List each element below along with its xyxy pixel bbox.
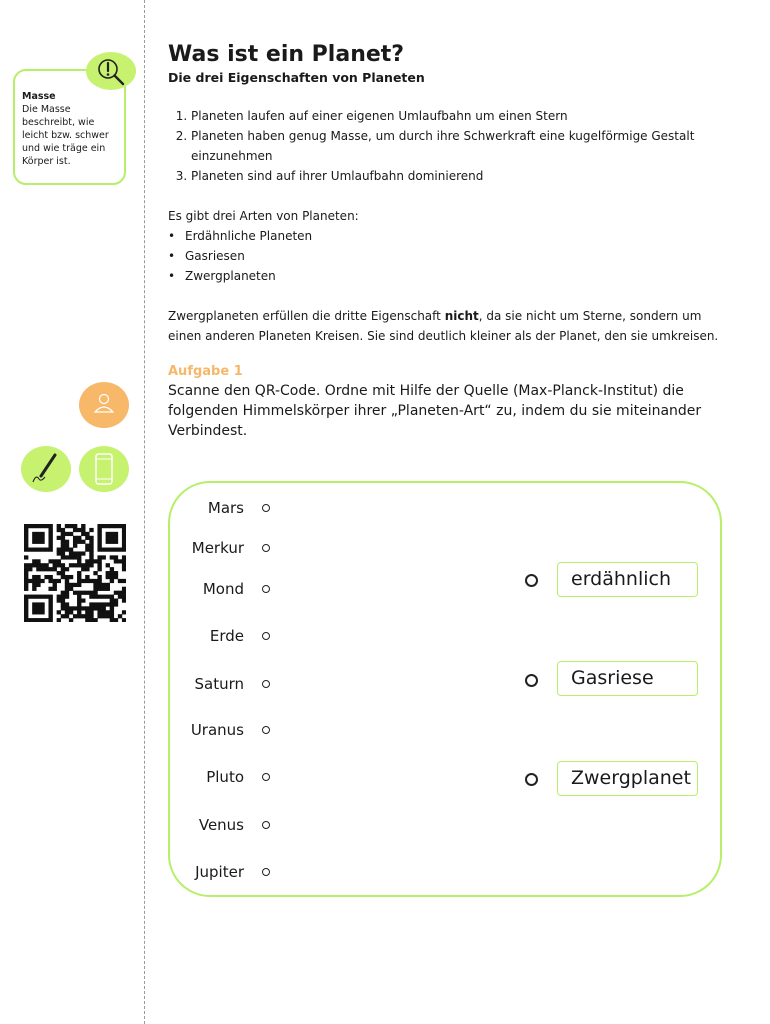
category-box-gasriese: Gasriese: [557, 661, 698, 696]
connect-dot-erdaehnlich[interactable]: [525, 574, 538, 587]
type-item: • Gasriesen: [185, 246, 728, 266]
type-item: • Zwergplaneten: [185, 266, 728, 286]
connect-dot-venus[interactable]: [262, 821, 270, 829]
body-label-jupiter: Jupiter: [195, 863, 244, 881]
dwarf-text-start: Zwergplaneten erfüllen die dritte Eigenschaft: [168, 309, 445, 323]
body-label-saturn: Saturn: [194, 675, 244, 693]
connect-dot-jupiter[interactable]: [262, 868, 270, 876]
body-label-pluto: Pluto: [206, 768, 244, 786]
connect-dot-zwergplanet[interactable]: [525, 773, 538, 786]
connect-dot-erde[interactable]: [262, 632, 270, 640]
glossary-term: Masse: [22, 91, 56, 102]
connect-dot-merkur[interactable]: [262, 544, 270, 552]
connect-dot-saturn[interactable]: [262, 680, 270, 688]
category-box-zwergplanet: Zwergplanet: [557, 761, 698, 796]
task-title: Aufgabe 1: [168, 364, 243, 379]
person-icon: [79, 382, 129, 428]
magnifier-exclamation-icon: [86, 52, 136, 90]
connect-dot-mars[interactable]: [262, 504, 270, 512]
body-label-venus: Venus: [198, 816, 244, 834]
body-label-mars: Mars: [207, 499, 244, 517]
qr-code[interactable]: [24, 524, 126, 622]
property-item: 2. Planeten haben genug Masse, um durch ihre Schwerkraft eine kugelförmige Gestalt einzunehmen: [191, 126, 728, 166]
connect-dot-gasriese[interactable]: [525, 674, 538, 687]
dwarf-text-emphasis: nicht: [444, 309, 479, 323]
dwarf-text-end: , da sie nicht um Sterne, sondern um einen anderen Planeten Kreisen. Sie sind deutlich kleiner als der Planet, den sie umkreisen.: [168, 309, 719, 343]
main-content: [168, 40, 728, 441]
page-title: Was ist ein Planet?: [168, 42, 405, 67]
glossary-definition: Die Masse beschreibt, wie leicht bzw. schwer und wie träge ein Körper ist.: [22, 104, 109, 167]
dwarf-planet-paragraph: [168, 306, 728, 346]
property-item: 1. Planeten laufen auf einer eigenen Umlaufbahn um einen Stern: [191, 106, 728, 126]
connect-dot-mond[interactable]: [262, 585, 270, 593]
page-subtitle: Die drei Eigenschaften von Planeten: [168, 70, 425, 85]
types-list: [168, 226, 728, 286]
type-item: • Erdähnliche Planeten: [185, 226, 728, 246]
task-instructions: Scanne den QR-Code. Ordne mit Hilfe der Quelle (Max-Planck-Institut) die folgenden Himmelskörper ihrer „Planeten-Art“ zu, indem du sie miteinander Verbindest.: [168, 383, 702, 439]
body-label-uranus: Uranus: [190, 721, 244, 739]
property-item: 3. Planeten sind auf ihrer Umlaufbahn dominierend: [191, 166, 728, 186]
pen-icon: [21, 446, 71, 492]
connect-dot-uranus[interactable]: [262, 726, 270, 734]
margin-divider: [144, 0, 145, 1024]
connect-dot-pluto[interactable]: [262, 773, 270, 781]
category-box-erdaehnlich: erdähnlich: [557, 562, 698, 597]
smartphone-icon: [79, 446, 129, 492]
body-label-merkur: Merkur: [191, 539, 244, 557]
types-intro: Es gibt drei Arten von Planeten:: [168, 209, 359, 223]
body-label-mond: Mond: [202, 580, 244, 598]
body-label-erde: Erde: [209, 627, 244, 645]
properties-list: [168, 106, 728, 186]
